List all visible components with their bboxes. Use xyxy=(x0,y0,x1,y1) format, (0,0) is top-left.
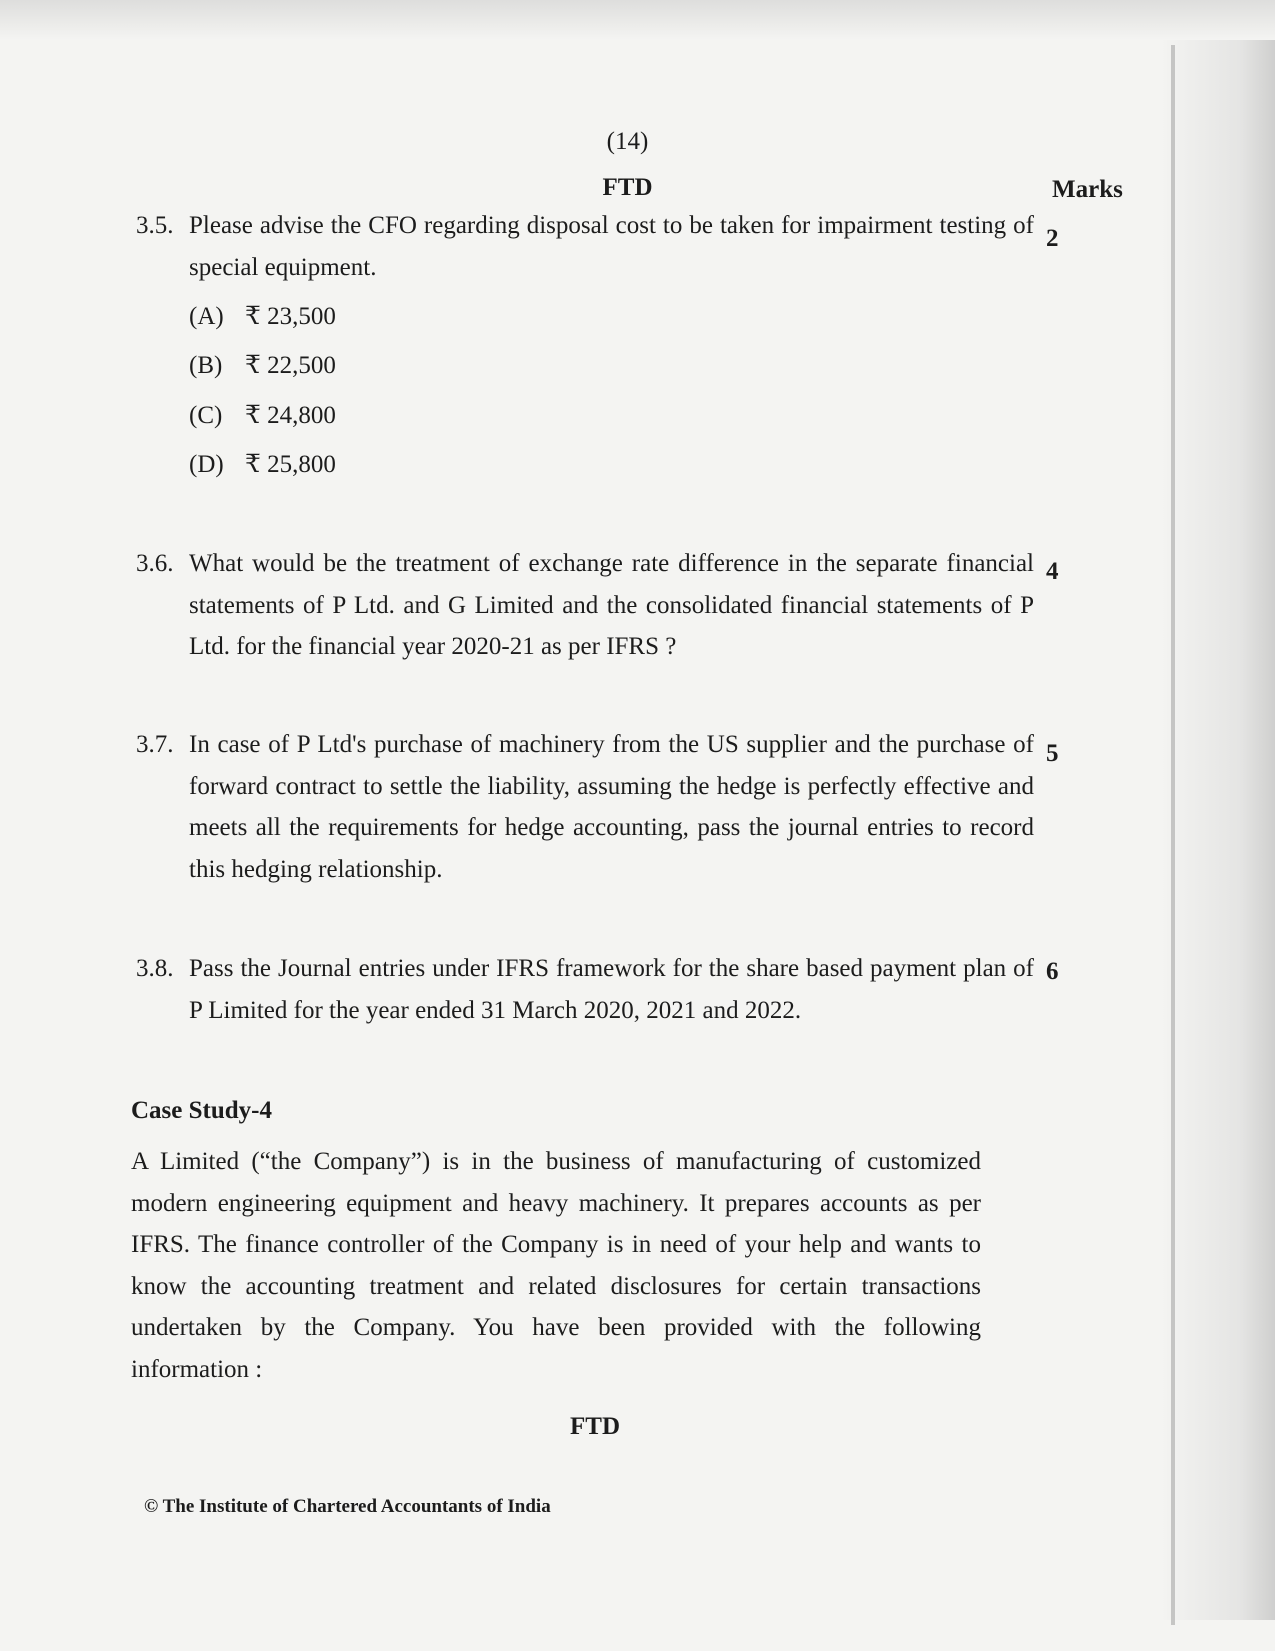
option-b xyxy=(189,350,336,380)
copyright-notice: © The Institute of Chartered Accountants of India xyxy=(144,1496,551,1517)
header-paper-code: FTD xyxy=(602,174,653,201)
scan-page-edge-shadow xyxy=(1160,40,1275,1620)
option-c xyxy=(189,400,336,430)
question-number: 3.7. xyxy=(136,731,174,758)
option-value: ₹ 23,500 xyxy=(245,303,336,330)
question-3-7-marks: 5 xyxy=(1046,740,1059,767)
option-label: (A) xyxy=(189,303,224,330)
question-3-6-marks: 4 xyxy=(1046,558,1059,585)
question-text: Please advise the CFO regarding disposal cost to be taken for impairment testing of special equipment. xyxy=(189,212,1034,281)
option-label: (D) xyxy=(189,451,224,478)
marks-column-header: Marks xyxy=(1052,176,1123,203)
question-number: 3.5. xyxy=(136,212,174,239)
scan-top-shadow xyxy=(0,0,1275,40)
footer-paper-code: FTD xyxy=(570,1413,620,1440)
question-number: 3.6. xyxy=(136,550,174,577)
question-3-8-marks: 6 xyxy=(1046,958,1059,985)
option-label: (C) xyxy=(189,402,223,429)
question-3-5-marks: 2 xyxy=(1046,225,1059,252)
case-study-text: A Limited (“the Company”) is in the business of manufacturing of customized modern engineering equipment and heavy machinery. It prepares accounts as per IFRS. The finance controller of the Company is in need of your help and wants to know the accounting treatment and related disclosures for certain transactions undertaken by the Company. You have been provided with the following information : xyxy=(131,1148,981,1383)
option-value: ₹ 24,800 xyxy=(245,402,336,429)
option-d xyxy=(189,449,336,479)
question-number: 3.8. xyxy=(136,955,174,982)
question-text: What would be the treatment of exchange rate difference in the separate financial statements of P Ltd. and G Limited and the consolidated financial statements of P Ltd. for the financial year 2020-21 as per IFRS ? xyxy=(189,550,1034,660)
case-study-title: Case Study-4 xyxy=(131,1097,272,1124)
question-text: Pass the Journal entries under IFRS framework for the share based payment plan of P Limited for the year ended 31 March 2020, 2021 and 2022. xyxy=(189,955,1034,1024)
option-value: ₹ 25,800 xyxy=(245,451,336,478)
scan-page-edge-line xyxy=(1171,45,1175,1625)
option-label: (B) xyxy=(189,352,223,379)
option-value: ₹ 22,500 xyxy=(245,352,336,379)
page-number: (14) xyxy=(606,128,649,155)
option-a xyxy=(189,301,336,331)
question-text: In case of P Ltd's purchase of machinery from the US supplier and the purchase of forward contract to settle the liability, assuming the hedge is perfectly effective and meets all the requirements for hedge accounting, pass the journal entries to record this hedging relationship. xyxy=(189,731,1034,883)
